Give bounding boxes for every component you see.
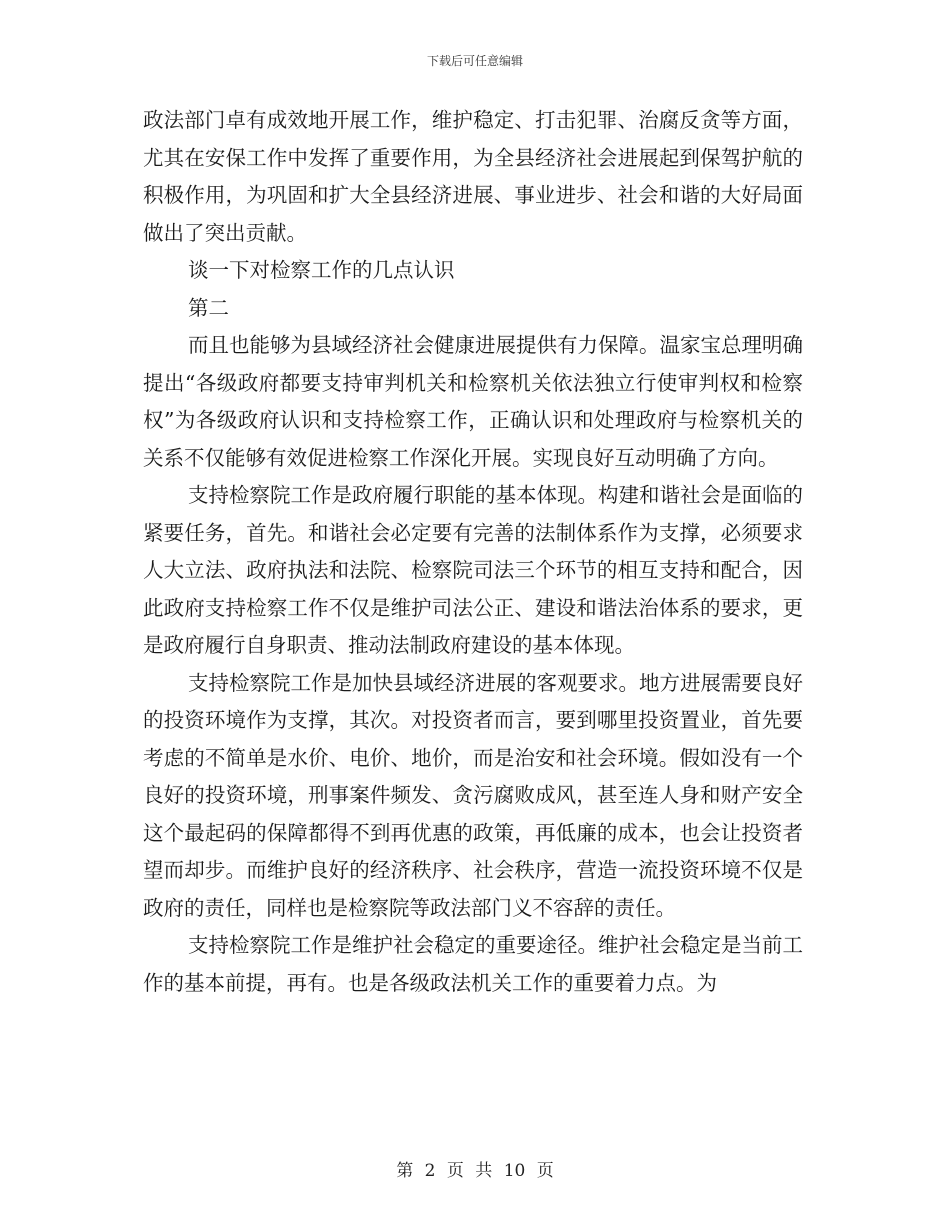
document-body (143, 102, 803, 1002)
paragraph-4: 而且也能够为县域经济社会健康进展提供有力保障。温家宝总理明确提出“各级政府都要支持审判机关和检察机关依法独立行使审判权和检察权”为各级政府认识和支持检察工作，正确认识和处理政府与检察机关的关系不仅能够有效促进检察工作深化开展。实现良好互动明确了方向。 (143, 333, 803, 470)
page-header: 下载后可任意编辑 (426, 54, 523, 68)
paragraph-7: 支持检察院工作是维护社会稳定的重要途径。维护社会稳定是当前工作的基本前提，再有。也是各级政法机关工作的重要着力点。为 (143, 933, 803, 995)
paragraph-3: 第二 (188, 295, 229, 320)
paragraph-5: 支持检察院工作是政府履行职能的基本体现。构建和谐社会是面临的紧要任务，首先。和谐社会必定要有完善的法制体系作为支撑，必须要求人大立法、政府执法和法院、检察院司法三个环节的相互支持和配合，因此政府支持检察工作不仅是维护司法公正、建设和谐法治体系的要求，更是政府履行自身职责、推动法制政府建设的基本体现。 (143, 483, 803, 657)
page-number: 第 2 页 共 10 页 (396, 1161, 554, 1181)
paragraph-1: 政法部门卓有成效地开展工作，维护稳定、打击犯罪、治腐反贪等方面，尤其在安保工作中发挥了重要作用，为全县经济社会进展起到保驾护航的积极作用，为巩固和扩大全县经济进展、事业进步、社会和谐的大好局面做出了突出贡献。 (143, 108, 803, 245)
paragraph-2: 谈一下对检察工作的几点认识 (188, 258, 455, 282)
paragraph-6: 支持检察院工作是加快县域经济进展的客观要求。地方进展需要良好的投资环境作为支撑，其次。对投资者而言，要到哪里投资置业，首先要考虑的不简单是水价、电价、地价，而是治安和社会环境。假如没有一个良好的投资环境，刑事案件频发、贪污腐败成风，甚至连人身和财产安全这个最起码的保障都得不到再优惠的政策，再低廉的成本，也会让投资者望而却步。而维护良好的经济秩序、社会秩序，营造一流投资环境不仅是政府的责任，同样也是检察院等政法部门义不容辞的责任。 (143, 670, 803, 920)
